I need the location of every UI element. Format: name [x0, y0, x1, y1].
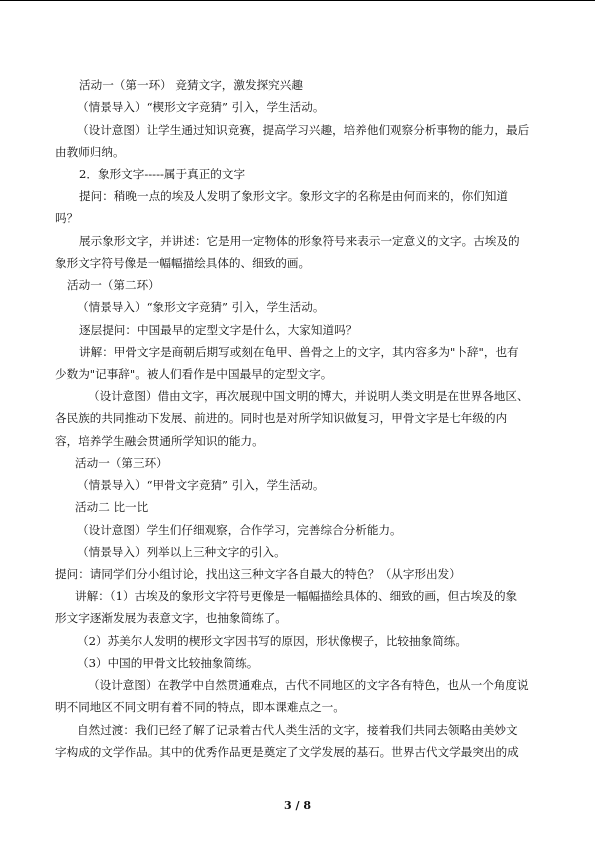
- text-line: 容，培养学生融会贯通所学知识的能力。: [55, 434, 264, 448]
- text-line: 字构成的文学作品。其中的优秀作品更是奠定了文学发展的基石。世界古代文学最突出的成: [55, 745, 519, 759]
- text-line: 讲解：甲骨文字是商朝后期写或刻在龟甲、兽骨之上的文字，其内容多为"卜辞"，也有: [79, 345, 519, 359]
- text-line: 活动一（第二环）: [67, 278, 160, 292]
- text-line: （情景导入）“甲骨文字竞猜” 引入，学生活动。: [77, 478, 325, 492]
- text-line: 形文字逐渐发展为表意文字，也抽象简练了。: [55, 611, 287, 625]
- text-line: 活动一（第三环）: [75, 456, 168, 470]
- text-line: 少数为"记事辞"。被人们看作是中国最早的定型文字。: [55, 367, 333, 381]
- text-line: 逐层提问：中国最早的定型文字是什么，大家知道吗？: [79, 323, 358, 337]
- text-line: 各民族的共同推动下发展、前进的。同时也是对所学知识做复习，甲骨文字是七年级的内: [55, 411, 508, 425]
- page-number: 3 / 8: [284, 799, 311, 812]
- text-line: 展示象形文字，并讲述：它是用一定物体的形象符号来表示一定意义的文字。古埃及的: [79, 234, 520, 248]
- text-line: （情景导入）“象形文字竞猜” 引入，学生活动。: [77, 300, 325, 314]
- text-line: 讲解：（1）古埃及的象形文字符号更像是一幅幅描绘具体的、细致的画，但古埃及的象: [75, 589, 518, 603]
- text-line: 象形文字符号像是一幅幅描绘具体的、细致的画。: [55, 256, 311, 270]
- text-line: （情景导入）列举以上三种文字的引入。: [77, 545, 286, 559]
- text-line: （设计意图）学生们仔细观察，合作学习，完善综合分析能力。: [77, 523, 402, 537]
- text-line: （设计意图）在教学中自然贯通难点，古代不同地区的文字各有特色，也从一个角度说: [88, 678, 529, 692]
- text-line: 提问：稍晚一点的埃及人发明了象形文字。象形文字的名称是由何而来的，你们知道: [79, 189, 508, 203]
- text-line: （3）中国的甲骨文比较抽象简练。: [77, 656, 259, 670]
- text-line: 由教师归纳。: [55, 145, 125, 159]
- text-line: （2）苏美尔人发明的楔形文字因书写的原因，形状像楔子，比较抽象简练。: [77, 634, 467, 648]
- text-line: 明不同地区不同文明有着不同的特点，即本课难点之一。: [55, 700, 345, 714]
- header-rule: [0, 0, 595, 1]
- text-line: （设计意图）让学生通过知识竞赛，提高学习兴趣，培养他们观察分析事物的能力，最后: [77, 123, 530, 137]
- text-line: 活动二 比一比: [75, 500, 149, 514]
- text-line: 自然过渡：我们已经了解了记录着古代人类生活的文字，接着我们共同去领略由美妙文: [77, 723, 518, 737]
- text-line: 2．象形文字-----属于真正的文字: [79, 167, 246, 181]
- text-line: （设计意图）借由文字，再次展现中国文明的博大，并说明人类文明是在世界各地区、: [88, 389, 529, 403]
- text-line: 活动一（第一环） 竞猜文字，激发探究兴趣: [79, 78, 303, 92]
- text-line: 吗？: [55, 211, 79, 225]
- text-line: （情景导入）“楔形文字竞猜” 引入，学生活动。: [77, 100, 325, 114]
- text-line: 提问：请同学们分小组讨论，找出这三种文字各自最大的特色？（从字形出发）: [55, 567, 461, 581]
